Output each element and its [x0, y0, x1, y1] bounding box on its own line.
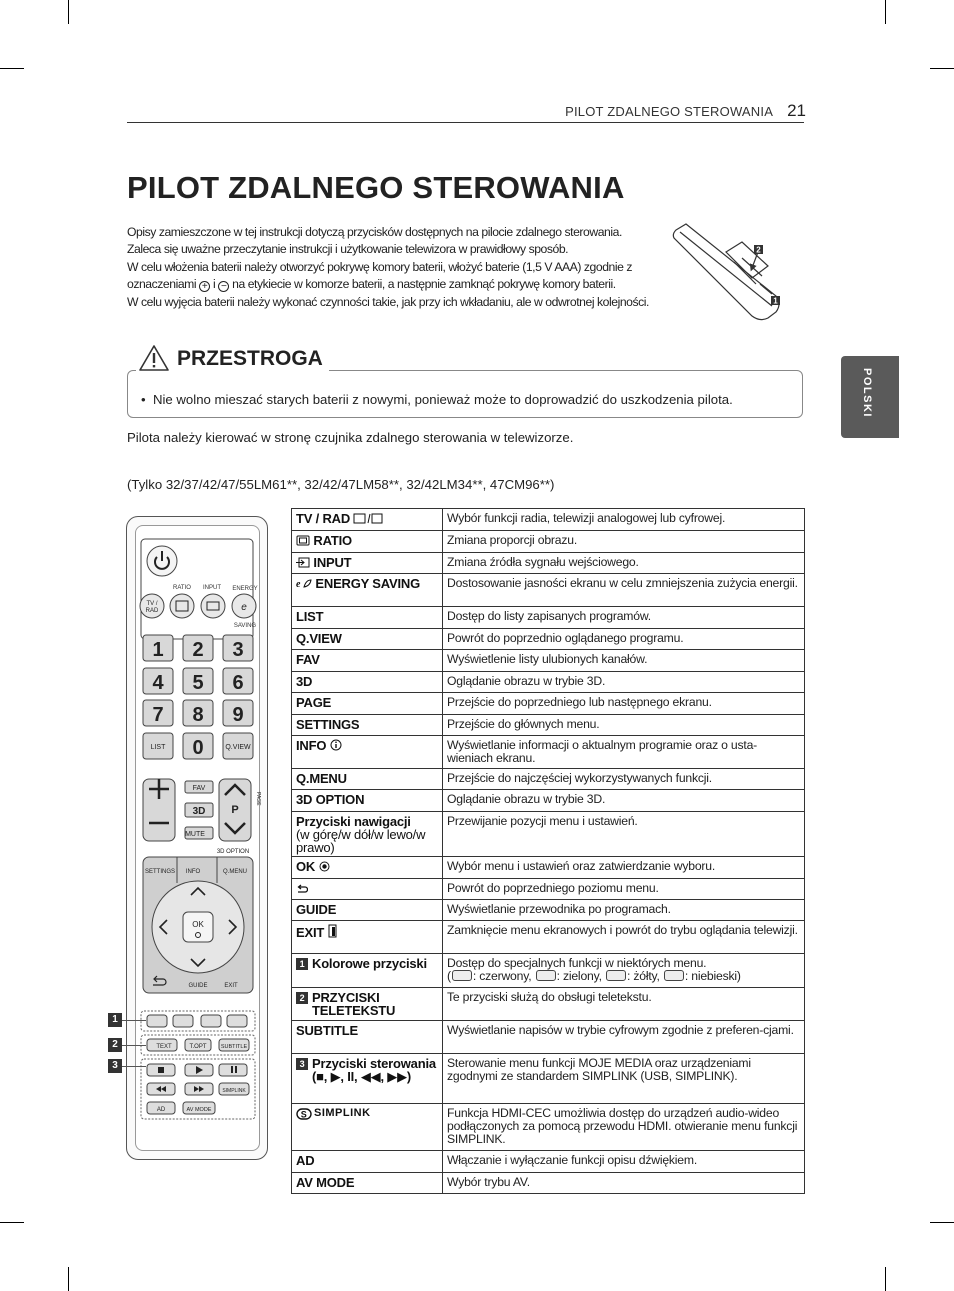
warning-triangle-icon [138, 344, 170, 372]
input-label: INPUT [203, 585, 221, 591]
digit-4: 4 [152, 672, 164, 694]
intro-line: W celu wyjęcia baterii należy wykonać czynności takie, jak przy ich wkładaniu, ale w odwrotnej kolejności. [127, 294, 649, 309]
simplink-logo: S SIMPLINK [296, 1107, 371, 1120]
red-button-icon [452, 970, 472, 981]
caution-heading [136, 344, 329, 372]
button-description-table [291, 508, 805, 1194]
table-row: EXIT Zamknięcie menu ekranowych i powrót do trybu oglądania telewizji. [292, 921, 805, 954]
subtitle-label: SUBTITLE [220, 1044, 248, 1050]
digit-2: 2 [192, 639, 204, 661]
table-row: INFO Wyświetlanie informacji o aktualnym programie oraz o usta-wieniach ekranu. [292, 736, 805, 769]
table-row: LIST Dostęp do listy zapisanych programów. [292, 607, 805, 629]
svg-text:S: S [300, 1109, 308, 1119]
crop-mark [0, 1222, 24, 1223]
table-row: AD Włączanie i wyłączanie funkcji opisu dźwiękiem. [292, 1151, 805, 1173]
crop-mark [885, 1267, 886, 1291]
table-row: 3D OPTION Oglądanie obrazu w trybie 3D. [292, 790, 805, 812]
fav-label: FAV [192, 785, 206, 792]
table-row: SUBTITLE Wyświetlanie napisów w trybie cyfrowym zgodnie z preferen-cjami. [292, 1021, 805, 1054]
crop-mark [885, 0, 886, 24]
callout-badge: 2 [296, 992, 308, 1004]
running-header [548, 101, 806, 121]
topt-label: T.OPT [189, 1044, 207, 1050]
3d-option-label: 3D OPTION [216, 849, 250, 855]
page-number: 21 [787, 101, 806, 120]
table-row: Q.VIEW Powrót do poprzednio oglądanego programu. [292, 629, 805, 650]
table-row: S SIMPLINK Funkcja HDMI-CEC umożliwia dostęp do urządzeń audio-wideo podłączonych za pomocą przewodu HDMI. otwieranie menu funkcji SIMPLINK. [292, 1104, 805, 1151]
simplink-logo-icon [296, 1108, 312, 1120]
callout-badge: 3 [296, 1058, 308, 1070]
remote-callouts [108, 1010, 148, 1080]
avmode-label: AV MODE [186, 1107, 212, 1113]
header-section: PILOT ZDALNEGO STEROWANIA [565, 104, 774, 119]
digit-1: 1 [152, 639, 164, 661]
figure-step-1: 1 [773, 296, 778, 306]
intro-text [127, 224, 687, 311]
table-row: Powrót do poprzedniego poziomu menu. [292, 879, 805, 900]
crop-mark [930, 1222, 954, 1223]
plus-circle-icon: + [199, 281, 210, 292]
svg-text:e: e [296, 579, 301, 589]
caution-text: • Nie wolno mieszać starych baterii z nowymi, ponieważ może to doprowadzić do uszkodzenia pilota. [141, 392, 733, 407]
list-label: LIST [150, 744, 166, 751]
figure-step-2: 2 [756, 245, 761, 255]
info-label: INFO [185, 869, 201, 875]
intro-line: oznaczeniami + i − na etykiecie w komorze baterii, a następnie zamknąć pokrywę komory baterii. [127, 277, 616, 293]
direction-note: Pilota należy kierować w stronę czujnika zdalnego sterowania w telewizorze. [127, 430, 574, 445]
back-icon [296, 884, 308, 894]
exit-icon [328, 924, 338, 938]
table-row: OK Wybór menu i ustawień oraz zatwierdzanie wyboru. [292, 857, 805, 879]
intro-line: Zaleca się uważne przeczytanie instrukcji i użytkowanie telewizora w prawidłowy sposób. [127, 242, 569, 257]
page-label: PAGE [255, 792, 261, 806]
green-button-icon [536, 970, 556, 981]
digit-8: 8 [192, 704, 204, 726]
table-row: 2 PRZYCISKI TELETEKSTU Te przyciski służą do obsługi teletekstu. [292, 988, 805, 1021]
table-row: 1 Kolorowe przyciski Dostęp do specjalnych funkcji w niektórych menu. ( : czerwony, : zielony, : żółty, : niebieski) [292, 954, 805, 988]
crop-mark [0, 68, 24, 69]
table-row: FAV Wyświetlenie listy ulubionych kanałów. [292, 650, 805, 672]
caution-label: PRZESTROGA [177, 347, 323, 370]
3d-label: 3D [192, 806, 206, 817]
blue-button-icon [664, 970, 684, 981]
yellow-button-icon [606, 970, 626, 981]
saving-label: SAVING [233, 623, 257, 629]
digit-5: 5 [192, 672, 204, 694]
digit-9: 9 [232, 704, 244, 726]
callout-badge: 1 [296, 958, 308, 970]
input-icon [296, 557, 310, 568]
table-row: RATIO Zmiana proporcji obrazu. [292, 531, 805, 553]
table-row: SETTINGS Przejście do głównych menu. [292, 715, 805, 736]
table-row: INPUT Zmiana źródła sygnału wejściowego. [292, 553, 805, 574]
tv-radio-icon [353, 513, 383, 524]
intro-line: W celu włożenia baterii należy otworzyć pokrywę komory baterii, włożyć baterie (1,5 V AAA) zgodnie z [127, 259, 633, 274]
ok-label: OK [192, 920, 204, 929]
exit-label: EXIT [224, 983, 238, 989]
table-row: Przyciski nawigacji (w górę/w dół/w lewo/w prawo) Przewijanie pozycji menu i ustawień. [292, 812, 805, 857]
callout-1: 1 [108, 1013, 122, 1027]
models-note: (Tylko 32/37/42/47/55LM61**, 32/42/47LM58**, 32/42LM34**, 47CM96**) [127, 477, 555, 492]
table-row: 3D Oglądanie obrazu w trybie 3D. [292, 672, 805, 693]
qview-label: Q.VIEW [225, 744, 251, 751]
table-row: TV / RAD Wybór funkcji radia, telewizji analogowej lub cyfrowej. [292, 509, 805, 531]
page-title: PILOT ZDALNEGO STEROWANIA [127, 170, 625, 205]
callout-2: 2 [108, 1038, 122, 1052]
table-row: e ENERGY SAVING Dostosowanie jasności ekranu w celu zmniejszenia zużycia energii. [292, 574, 805, 607]
svg-text:TV /: TV / [146, 601, 158, 607]
settings-label: SETTINGS [144, 869, 176, 875]
ad-label: AD [156, 1107, 166, 1113]
table-row: 3 Przyciski sterowania (■, ▶, II, ◀◀, ▶▶) Sterowanie menu funkcji MOJE MEDIA oraz urządzeniami zgodnymi ze standardem SIMPLINK (USB, SIMPLINK). [292, 1054, 805, 1104]
remote-buttons [127, 517, 269, 1161]
table-row: Q.MENU Przejście do najczęściej wykorzystywanych funkcji. [292, 769, 805, 790]
table-row: PAGE Przejście do poprzedniego lub następnego ekranu. [292, 693, 805, 715]
table-row: AV MODE Wybór trybu AV. [292, 1173, 805, 1194]
language-tab: POLSKI [841, 356, 899, 438]
battery-insertion-figure [672, 222, 784, 322]
callout-3: 3 [108, 1059, 122, 1073]
mute-label: MUTE [185, 831, 205, 838]
digit-0: 0 [192, 737, 204, 759]
digit-6: 6 [232, 672, 244, 694]
intro-line: Opisy zamieszczone w tej instrukcji dotyczą przycisków dostępnych na pilocie zdalnego sterowania. [127, 225, 622, 239]
simplink-label: SIMPLINK [222, 1088, 246, 1094]
ok-icon [319, 861, 330, 872]
energy-saving-icon [296, 578, 312, 589]
digit-7: 7 [152, 704, 164, 726]
text-label: TEXT [156, 1044, 172, 1050]
ratio-icon [296, 535, 310, 546]
crop-mark [930, 68, 954, 69]
energy-label: ENERGY [232, 586, 258, 592]
minus-circle-icon: − [218, 281, 229, 292]
guide-label: GUIDE [188, 983, 208, 989]
svg-text:RAD: RAD [145, 608, 159, 614]
ratio-label: RATIO [173, 585, 191, 591]
qmenu-label: Q.MENU [223, 869, 247, 875]
svg-text:e: e [241, 602, 247, 613]
p-label: P [231, 804, 239, 816]
crop-mark [68, 1267, 69, 1291]
header-rule [127, 122, 804, 123]
crop-mark [68, 0, 69, 24]
digit-3: 3 [232, 639, 244, 661]
table-row: GUIDE Wyświetlanie przewodnika po programach. [292, 900, 805, 921]
info-icon [330, 739, 342, 751]
